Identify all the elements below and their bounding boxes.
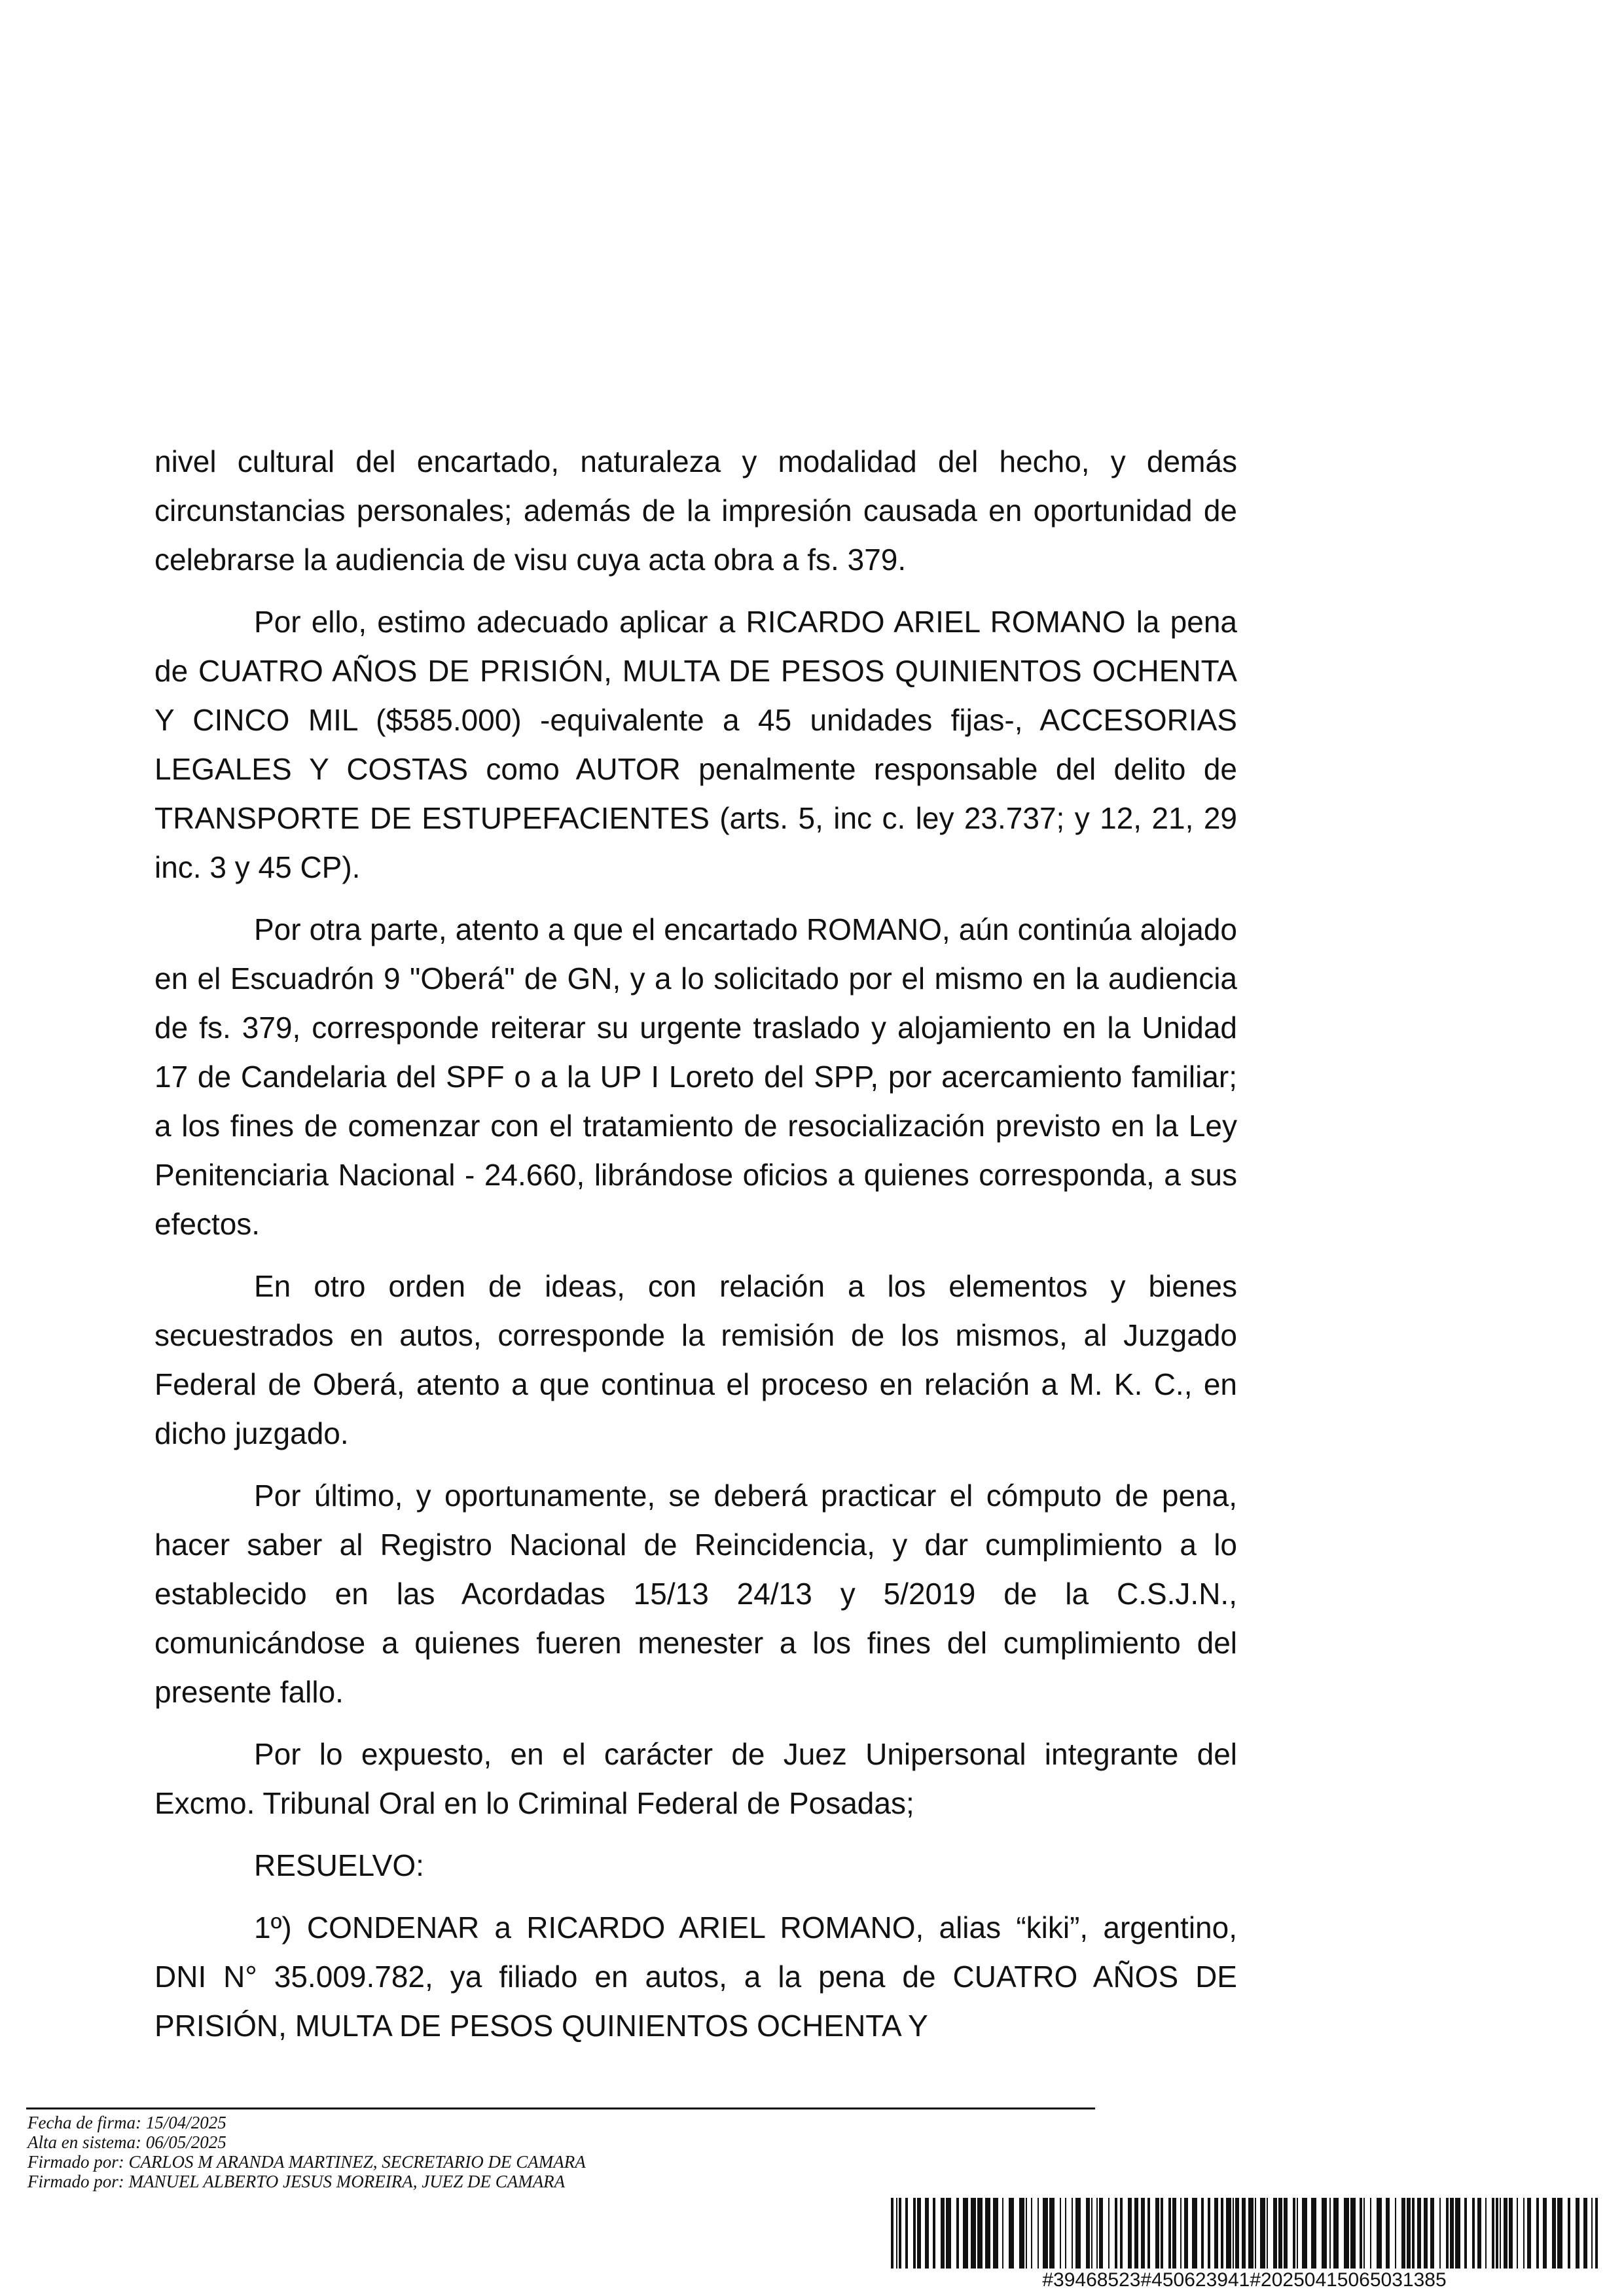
barcode-bar bbox=[1552, 2198, 1556, 2269]
document-body bbox=[154, 437, 1237, 2064]
barcode-bar bbox=[1517, 2198, 1518, 2269]
barcode-bar bbox=[1333, 2198, 1339, 2269]
barcode-bar bbox=[1242, 2198, 1246, 2269]
barcode-bar bbox=[1273, 2198, 1277, 2269]
paragraph-condena: 1º) CONDENAR a RICARDO ARIEL ROMANO, alias “kiki”, argentino, DNI N° 35.009.782, ya filiado en autos, a la pena de CUATRO AÑOS DE PRISIÓN, MULTA DE PESOS QUINIENTOS OCHENTA Y bbox=[154, 1910, 1237, 2043]
barcode-bar bbox=[1446, 2198, 1449, 2269]
barcode-bar bbox=[971, 2198, 976, 2269]
barcode-bar bbox=[1557, 2198, 1562, 2269]
barcode-bar bbox=[1595, 2198, 1598, 2269]
barcode-bar bbox=[1184, 2198, 1188, 2269]
barcode-bar bbox=[1065, 2198, 1066, 2269]
barcode-bar bbox=[891, 2198, 893, 2269]
barcode-bar bbox=[899, 2198, 901, 2269]
barcode-bar bbox=[1407, 2198, 1411, 2269]
signer-judge: Firmado por: MANUEL ALBERTO JESUS MOREIRA, JUEZ DE CAMARA bbox=[27, 2172, 566, 2191]
barcode-bar bbox=[1086, 2198, 1090, 2269]
barcode-bar bbox=[1370, 2198, 1371, 2269]
barcode-bar bbox=[977, 2198, 983, 2269]
barcode-bar bbox=[1201, 2198, 1204, 2269]
barcode-bar bbox=[1147, 2198, 1150, 2269]
signature-date: Fecha de firma: 15/04/2025 bbox=[27, 2113, 226, 2132]
barcode-bar bbox=[1075, 2198, 1081, 2269]
barcode-bar bbox=[1180, 2198, 1182, 2269]
barcode-bar bbox=[946, 2198, 951, 2269]
barcode-bar bbox=[1026, 2198, 1027, 2269]
barcode-bar bbox=[1043, 2198, 1048, 2269]
barcode-bar bbox=[941, 2198, 945, 2269]
barcode-bar bbox=[925, 2198, 929, 2269]
barcode-bar bbox=[1038, 2198, 1039, 2269]
barcode-bar bbox=[1509, 2198, 1513, 2269]
barcode-bar bbox=[1096, 2198, 1098, 2269]
barcode-bar bbox=[1543, 2198, 1547, 2269]
barcode-bar bbox=[1115, 2198, 1117, 2269]
barcode-bar bbox=[905, 2198, 908, 2269]
barcode-bar bbox=[1322, 2198, 1327, 2269]
barcode-bar bbox=[1128, 2198, 1132, 2269]
barcode-bar bbox=[1401, 2198, 1405, 2269]
barcode-bar bbox=[1293, 2198, 1295, 2269]
barcode-bar bbox=[1060, 2198, 1061, 2269]
barcode-bar bbox=[1523, 2198, 1525, 2269]
barcode-bar bbox=[917, 2198, 921, 2269]
barcode-bar bbox=[1464, 2198, 1467, 2269]
barcode-bar bbox=[1496, 2198, 1498, 2269]
barcode-bar bbox=[1221, 2198, 1223, 2269]
barcode-bar bbox=[1360, 2198, 1362, 2269]
footer-divider bbox=[26, 2108, 1095, 2109]
system-date: Alta en sistema: 06/05/2025 bbox=[27, 2132, 226, 2152]
paragraph-5: Por último, y oportunamente, se deberá practicar el cómputo de pena, hacer saber al Registro Nacional de Reincidencia, y dar cumplimiento a lo establecido en las Acordadas 15/13 24/13 y 5/2019 de la C.S.J.N., comunicándose a quienes fueren menester a los fines del cumplimiento del presente fallo. bbox=[154, 1479, 1237, 1709]
barcode-bar bbox=[1455, 2198, 1460, 2269]
barcode-bar bbox=[1472, 2198, 1475, 2269]
barcode-bar bbox=[1120, 2198, 1123, 2269]
barcode-bar bbox=[1260, 2198, 1265, 2269]
signature-footer bbox=[27, 2113, 1009, 2191]
barcode-bar bbox=[1536, 2198, 1539, 2269]
barcode-bar bbox=[1439, 2198, 1441, 2269]
barcode-bar bbox=[1099, 2198, 1103, 2269]
barcode-bar bbox=[1235, 2198, 1239, 2269]
barcode-bar bbox=[1450, 2198, 1454, 2269]
barcode-bar bbox=[1161, 2198, 1163, 2269]
barcode-bar bbox=[985, 2198, 990, 2269]
barcode-bar bbox=[1248, 2198, 1254, 2269]
barcode-bar bbox=[1576, 2198, 1579, 2269]
barcode-bar bbox=[1172, 2198, 1176, 2269]
barcode-bar bbox=[1208, 2198, 1210, 2269]
barcode-bar bbox=[1002, 2198, 1003, 2269]
barcode-bar bbox=[1477, 2198, 1481, 2269]
barcode-bar bbox=[1377, 2198, 1382, 2269]
paragraph-6: Por lo expuesto, en el carácter de Juez Unipersonal integrante del Excmo. Tribunal Oral en lo Criminal Federal de Posadas; bbox=[154, 1737, 1237, 1820]
barcode-bar bbox=[1278, 2198, 1282, 2269]
barcode-bar bbox=[1485, 2198, 1487, 2269]
barcode-bar bbox=[1072, 2198, 1073, 2269]
barcode-bar bbox=[1134, 2198, 1138, 2269]
barcode-bar bbox=[1344, 2198, 1349, 2269]
paragraph-4: En otro orden de ideas, con relación a los elementos y bienes secuestrados en autos, corresponde la remisión de los mismos, al Juzgado Federal de Oberá, atento a que continua el proceso en relación a M. K. C., en dicho juzgado. bbox=[154, 1269, 1237, 1450]
barcode-bar bbox=[1009, 2198, 1014, 2269]
barcode-bar bbox=[1568, 2198, 1570, 2269]
paragraph-resuelvo: RESUELVO: bbox=[254, 1848, 424, 1882]
barcode-bar bbox=[963, 2198, 968, 2269]
barcode-bar bbox=[956, 2198, 959, 2269]
barcode-bar bbox=[1297, 2198, 1298, 2269]
barcode-bar bbox=[896, 2198, 897, 2269]
barcode-bar bbox=[1492, 2198, 1494, 2269]
barcode-bar bbox=[913, 2198, 916, 2269]
barcode-bar bbox=[1350, 2198, 1356, 2269]
barcode-bar bbox=[1527, 2198, 1531, 2269]
barcode-bar bbox=[1031, 2198, 1032, 2269]
barcode-bar bbox=[1424, 2198, 1428, 2269]
barcode-bar bbox=[1155, 2198, 1159, 2269]
barcode-bar bbox=[1267, 2198, 1268, 2269]
barcode-bar bbox=[1412, 2198, 1415, 2269]
barcode-bar bbox=[1284, 2198, 1288, 2269]
barcode-bar bbox=[1049, 2198, 1055, 2269]
barcode-bar bbox=[1214, 2198, 1218, 2269]
barcode-bar bbox=[1591, 2198, 1593, 2269]
barcode-bar bbox=[1233, 2198, 1234, 2269]
barcode-bar bbox=[1311, 2198, 1316, 2269]
paragraph-3: Por otra parte, atento a que el encartado ROMANO, aún continúa alojado en el Escuadrón 9 "Oberá" de GN, y a lo solicitado por el mismo en la audiencia de fs. 379, corresponde reiterar su urgente traslado y alojamiento en la Unidad 17 de Candelaria del SPF o a la UP I Loreto del SPP, por acercamiento familiar; a los fines de comenzar con el tratamiento de resocialización previsto en la Ley Penitenciaria Nacional - 24.660, librándose oficios a quienes corresponda, a sus efectos. bbox=[154, 912, 1237, 1241]
barcode-bar bbox=[1500, 2198, 1501, 2269]
barcode-bar bbox=[1192, 2198, 1197, 2269]
paragraph-2: Por ello, estimo adecuado aplicar a RICARDO ARIEL ROMANO la pena de CUATRO AÑOS DE PRISIÓN, MULTA DE PESOS QUINIENTOS OCHENTA Y CINCO MIL ($585.000) -equivalente a 45 unidades fijas-, ACCESORIAS LEGALES Y COSTAS como AUTOR penalmente responsable del delito de TRANSPORTE DE ESTUPEFACIENTES (arts. 5, inc c. ley 23.737; y 12, 21, 29 inc. 3 y 45 CP). bbox=[154, 605, 1237, 884]
barcode-bar bbox=[1329, 2198, 1331, 2269]
barcode-bar bbox=[1091, 2198, 1092, 2269]
barcode-bar bbox=[1302, 2198, 1307, 2269]
barcode-bar bbox=[1255, 2198, 1256, 2269]
barcode-bar bbox=[1395, 2198, 1396, 2269]
barcode-bar bbox=[1386, 2198, 1390, 2269]
barcode-bar bbox=[1168, 2198, 1171, 2269]
signer-secretary: Firmado por: CARLOS M ARANDA MARTINEZ, SECRETARIO DE CAMARA bbox=[27, 2152, 586, 2172]
barcode-bar bbox=[1583, 2198, 1587, 2269]
barcode-bar bbox=[1363, 2198, 1365, 2269]
barcode-bar bbox=[1417, 2198, 1421, 2269]
barcode-bar bbox=[1108, 2198, 1110, 2269]
barcode-bar bbox=[1430, 2198, 1434, 2269]
barcode-bar bbox=[993, 2198, 998, 2269]
barcode-number: #39468523#450623941#20250415065031385 bbox=[1042, 2269, 1447, 2291]
barcode-bar bbox=[1141, 2198, 1145, 2269]
barcode-bar bbox=[1226, 2198, 1231, 2269]
barcode-bar bbox=[933, 2198, 935, 2269]
paragraph-1: nivel cultural del encartado, naturaleza y modalidad del hecho, y demás circunstancias personales; además de la impresión causada en oportunidad de celebrarse la audiencia de visu cuya acta obra a fs. 379. bbox=[154, 444, 1237, 577]
barcode-bar bbox=[1504, 2198, 1507, 2269]
barcode-bar bbox=[1019, 2198, 1024, 2269]
barcode-icon bbox=[891, 2198, 1598, 2269]
